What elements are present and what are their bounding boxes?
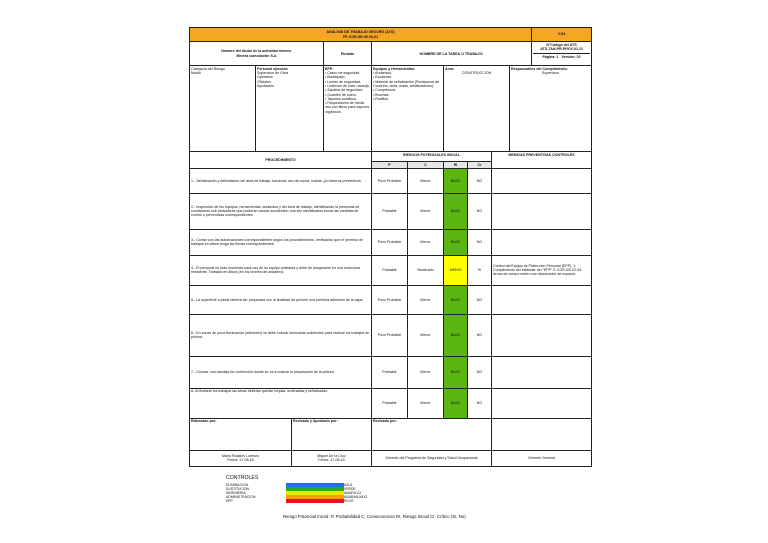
control-color-bar — [286, 499, 344, 503]
probability: Probable — [372, 193, 408, 229]
probability: Probable — [372, 255, 408, 285]
risks-header: RIESGOS POTENCIALES INICIAL — [372, 152, 492, 162]
checked-label: Revisado por: — [372, 418, 492, 450]
step-text: 3.- Contar con las autorizaciones correspondientes según los procedimientos, verificando que el permiso de trabajos en altura tenga las firmas correspondientes. — [190, 229, 372, 255]
measure — [492, 314, 592, 356]
prepared-label: Elaborado por: — [190, 418, 292, 450]
initial-risk: MEDIO — [444, 255, 468, 285]
consequence: Menor — [408, 193, 444, 229]
prepared-date: Fecha: 17-08-16 — [227, 458, 254, 463]
risk-category-value: Medio — [191, 71, 201, 76]
procedure-header: PROCEDIMIENTO — [190, 152, 372, 168]
control-item: ELIMINACION — [226, 483, 249, 487]
epp-item: • Tapones auditivos, — [325, 96, 357, 101]
measure — [492, 168, 592, 193]
consequence: Menor — [408, 314, 444, 356]
initial-risk: BAJO — [444, 168, 468, 193]
initial-risk: BAJO — [444, 314, 468, 356]
table-row — [190, 168, 592, 193]
equipment-item: • Compresora. — [373, 88, 397, 93]
prepared-name: Mario Rosales Lorenzo — [222, 453, 259, 458]
probability: Poco Probable — [372, 229, 408, 255]
initial-risk: BAJO — [444, 285, 468, 314]
equipment-item: • Rodillos. — [373, 96, 390, 101]
measure — [492, 285, 592, 314]
ats-code: ATS-TAN-PR-PROY-01.11 — [540, 47, 583, 52]
step-text: 2.- Inspección de los equipos, herramientas, andamios y del área de trabajo, identificando la presencia de condiciones sub estándares que pudieran causar accidentes; una vez identificados tomar las medidas de control o preventivas correspondientes. — [190, 193, 372, 229]
control-color-label: ROJO — [344, 499, 354, 503]
risk-category-label: Categoría del Riesgo — [191, 66, 225, 71]
measure — [492, 388, 592, 418]
critical: NO — [468, 314, 492, 356]
manager-signature-space — [492, 418, 592, 450]
controls-list — [226, 483, 286, 503]
measure — [492, 356, 592, 388]
critical: NO — [468, 168, 492, 193]
area-value: CONSTRUCCION — [461, 71, 492, 76]
page-number: Página: 1 — [542, 55, 559, 60]
col-p: P — [372, 162, 408, 168]
probability: Poco Probable — [372, 168, 408, 193]
consequence: Moderado — [408, 255, 444, 285]
step-text: 8.-Al finalizar los trabajos las áreas deberán quedar limpias, ordenadas y señalizadas. — [190, 388, 372, 418]
critical: NO — [468, 388, 492, 418]
ats-code-cell — [532, 42, 592, 66]
task-label: NOMBRE DE LA TAREA O TRABAJO: — [372, 42, 532, 66]
form-title-text: ANALISIS DE TRABAJO SEGURO (ATS) — [326, 30, 395, 35]
table-row — [190, 255, 592, 285]
probability: Probable — [372, 388, 408, 418]
col-c: C — [408, 162, 444, 168]
control-item: SUSTITUCION — [226, 487, 249, 491]
consequence: Menor — [408, 285, 444, 314]
checked-role: Gerente del Programa de Seguridad y Salud Ocupacional — [372, 450, 492, 466]
epp-item: • Lentes de seguridad, — [325, 79, 361, 84]
equipment-item: • Andamios. — [373, 71, 393, 76]
initial-risk: BAJO — [444, 356, 468, 388]
epp-item: • Guantes de cuero, — [325, 92, 357, 97]
initial-risk: BAJO — [444, 193, 468, 229]
personnel-item: Supervisor de Obra — [257, 71, 289, 76]
step-text: 1.- Señalización y delimitación del área de trabajo, haciendo uso de conos, mallas, y/o letreros preventivos. — [190, 168, 372, 193]
table-row — [190, 285, 592, 314]
measure: Control del Equipo de Protección Personal (EPP). 1. Cumplimiento del estándar del "EPP" E-COR-SE-22-04. Arnes de cuerpo entero con absorvedor de impacto. — [492, 255, 592, 285]
prepared-by — [190, 450, 292, 466]
company-cell — [190, 42, 324, 66]
ats-sheet — [189, 27, 591, 467]
personnel-item: Oficiales — [257, 79, 271, 84]
measure — [492, 229, 592, 255]
critical: NO — [468, 356, 492, 388]
ats-header-table — [189, 27, 592, 467]
equipment-item: • Escaleras. — [373, 75, 393, 80]
col-cr: Cr — [468, 162, 492, 168]
col-ri: RI — [444, 162, 468, 168]
form-title — [190, 28, 532, 42]
probability: Poco Probable — [372, 285, 408, 314]
form-version: V-03 — [532, 28, 592, 42]
form-code: FP-COR-SE-56.03-01 — [342, 34, 379, 39]
epp-item: • Barbiquejo. — [325, 75, 346, 80]
measure — [492, 193, 592, 229]
equipment-item: • Brochas. — [373, 92, 390, 97]
initial-risk: BAJO — [444, 388, 468, 418]
initial-risk: BAJO — [444, 229, 468, 255]
responsible-value: Supervisor — [541, 71, 560, 76]
consequence: Menor — [408, 168, 444, 193]
risk-legend: Riesgo Potencial Inicial: P, Probabilidad C, Consecuencia RI, Riesgo Inicial Cr. Crítico (Si, No) — [283, 514, 466, 519]
table-row — [190, 229, 592, 255]
epp-item: • Zapatos de seguridad, — [325, 88, 364, 93]
control-color-label: AMARILLO — [344, 491, 362, 495]
personnel-item: Ayudantes — [257, 83, 274, 88]
reviewed-date: Fecha: 17-08-16 — [318, 458, 345, 463]
risk-category-cell — [190, 66, 256, 152]
critical: NO — [468, 285, 492, 314]
responsible-label: Responsables del Cumplimiento: — [511, 66, 568, 71]
epp-cell — [324, 66, 372, 152]
step-text: 6.- En zonas de poca iluminación (interiores) se debe colocar luminarias suficientes para realizar los trabajos de pintura. — [190, 314, 372, 356]
company-label: Nombre del titular de la actividad minera: — [221, 49, 292, 54]
area-cell — [444, 66, 510, 152]
responsible-cell — [510, 66, 592, 152]
epp-label: EPP: — [325, 66, 334, 71]
epp-item: • Respiradores de medio uso con filtros para vapores orgánicos. — [325, 101, 370, 114]
manager-role: Gerente General — [492, 450, 592, 466]
personnel-label: Personal ejecutor: — [257, 66, 289, 71]
equipment-item: • Material de señalización (Portaconos de Concreto, cinta, malla, señalizadores). — [373, 79, 440, 88]
epp-item: • Casco de seguridad, — [325, 71, 361, 76]
epp-item: • Uniforme de color naranja, — [325, 83, 370, 88]
personnel-item: Operarios — [257, 75, 273, 80]
step-text: 5.- La superficie a pintar deberá ser preparada con la finalidad de proveer una perfecta adhesión de la capa. — [190, 285, 372, 314]
controls-title: CONTROLES — [226, 475, 259, 481]
table-row — [190, 314, 592, 356]
consequence: Menor — [408, 229, 444, 255]
step-text: 4.- El personal en todo momento hará uso de su equipo anticaída y debe de asegurarse en una estructura resistente. Trabajos en Altura (en los niveles del andamio). — [190, 255, 372, 285]
critical: NO — [468, 229, 492, 255]
controls-legend — [226, 475, 368, 503]
ats-code-label: N°Codigo del ATS — [546, 42, 577, 47]
control-color-label: VERDE — [344, 487, 356, 491]
control-color-label: AZUL — [344, 483, 353, 487]
equipment-cell — [372, 66, 444, 152]
probability: Probable — [372, 356, 408, 388]
measures-header: MEDIDAS PREVENTIVAS CONTROLES — [492, 152, 592, 168]
table-row — [190, 388, 592, 418]
reviewed-label: Revisado y Aprobado por: — [292, 418, 372, 450]
company-name: Minera comodoctin S.A — [236, 53, 277, 58]
personnel-cell — [256, 66, 324, 152]
critical: NO — [468, 193, 492, 229]
control-item: EPP — [226, 499, 233, 503]
step-text: 7.- Colocar una bandeja de contención donde se va a realizar la preparación de la pintura. — [190, 356, 372, 388]
version-number: Versión: 02 — [561, 55, 581, 60]
consequence: Menor — [408, 388, 444, 418]
table-row — [190, 193, 592, 229]
equipment-label: Equipos y Herramientas: — [373, 66, 416, 71]
critical: SI — [468, 255, 492, 285]
reviewed-by — [292, 450, 372, 466]
table-row — [190, 356, 592, 388]
control-color-label: ANARANJADO — [344, 495, 368, 499]
reviewed-name: Miguel De la Cruz — [317, 453, 346, 458]
task-value: Pintado — [324, 42, 372, 66]
area-label: Área: — [445, 66, 455, 71]
control-item: ADMINISTRACION — [226, 495, 256, 499]
probability: Poco Probable — [372, 314, 408, 356]
consequence: Menor — [408, 356, 444, 388]
control-item: INGENIERIA — [226, 491, 246, 495]
